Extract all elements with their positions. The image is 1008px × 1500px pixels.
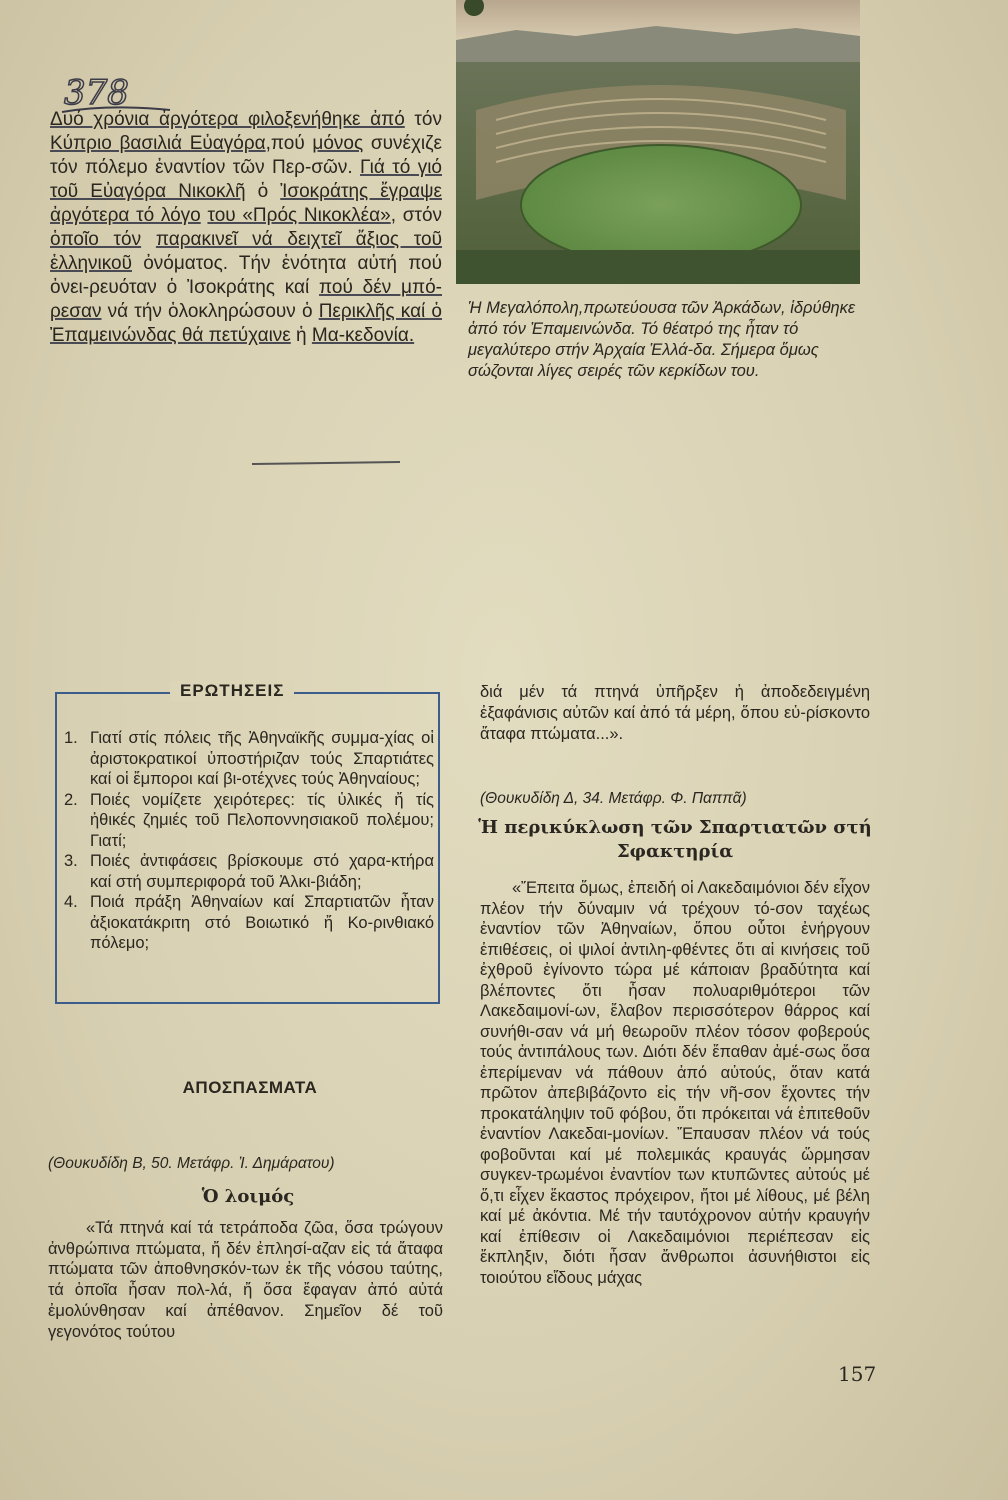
underlined-text: Μα-κεδονία.: [311, 325, 415, 346]
paragraph-text: ὁ: [245, 181, 281, 202]
question-item: 2. Ποιές νομίζετε χειρότερες: τίς ὑλικές ἤ τίς ἠθικές ζημιές τοῦ Πελοποννησιακοῦ πολέμου; Γιατί;: [64, 790, 434, 850]
underlined-text: Κύπριο βασιλιά Εὐαγόρα: [50, 133, 266, 154]
paragraph-text: ὀνόματος. Τήν ἑνότητα αὐτή πού ὀνει-ρευόταν ὁ Ἰσοκράτης καί: [50, 253, 442, 298]
underlined-text: του «Πρός Νικοκλέα»: [207, 205, 391, 226]
excerpt2-text: «Ἔπειτα ὅμως, ἐπειδή οἱ Λακεδαιμόνιοι δέν εἶχον πλέον τήν δύναμιν νά τρέχουν τό-σον ταχέως ἐναντίον τῶν Ἀθηναίων, ὅπου οὗτοι ἐνήργουν ἐπιθέσεις, οἱ ψιλοί ἀντιλη-φθέντες ὅτι αἱ κινήσεις τοῦ ἐχθροῦ ἐγίνοντο τώρα μέ κάποιαν βραδύτητα καί βλέποντες ὅτι ἦσαν πολυαριθμότεροι τῶν Λακεδαιμονί-ων, ἔλαβον περισσότερον θάρρος καί συνήθι-σαν νά μή θεωροῦν πλέον τόσον φοβερούς τούς ἀντιπάλους των. Διότι δέν ἔπαθαν ἀμέ-σως ὅσα ἐπερίμεναν νά πάθουν ἀπό αὐτούς, ὅταν κατά πρῶτον ἀπεβιβάζοντο εἰς τήν νῆ-σον ἔχοντες τήν προκατάληψιν τοῦ φόβου, ὅτι πρόκειται νά ἐπιτεθοῦν ἐναντίον Λακεδαι-μονίων. Ἔπαυσαν πλέον νά τούς φοβοῦνται καί μέ πολεμικάς κραυγάς ὥρμησαν συγκεν-τρωμένοι ἐναντίον των κτυπῶντες αὐτούς μέ ὅ,τι εἶχεν ἕκαστος πρόχειρον, ἤτοι μέ λίθους, μέ βέλη καί μέ ἀκόντια. Μέ τήν ταυτόχρονον αὐτήν κραυγήν καί ἐπίθεσιν οἱ Λακεδαιμόνιοι περιέπεσαν εἰς ἔκπληξιν, διότι ἦσαν ἄνθρωποι ἀσυνήθιστοι εἰς τοιούτου εἴδους μάχας: [480, 879, 870, 1287]
separator-line: [250, 458, 410, 468]
handwritten-note-text: 378: [64, 73, 129, 113]
excerpt2-source: (Θουκυδίδη Δ, 34. Μετάφρ. Φ. Παππᾶ): [480, 790, 747, 807]
intro-paragraph: [50, 108, 442, 348]
underlined-text: Γιά τό γιό τοῦ Εὐαγόρα Νικοκλῆ: [50, 157, 442, 202]
questions-list: [64, 728, 434, 954]
underlined-text: Περικλῆς καί ὁ Ἐπαμεινώνδας θά πετύχαινε: [50, 301, 442, 346]
paragraph-text: ἡ: [290, 325, 312, 346]
question-item: 1. Γιατί στίς πόλεις τῆς Ἀθηναϊκῆς συμμα-χίας οἱ ἀριστοκρατικοί ὑποστήριζαν τούς Σπαρτιάτες καί οἱ ἔμποροι καί βι-οτέχνες τούς Ἀθηναίους;: [64, 729, 434, 788]
excerpts-title: ΑΠΟΣΠΑΣΜΑΤΑ: [182, 1078, 318, 1097]
question-item: 4. Ποιά πράξη Ἀθηναίων καί Σπαρτιατῶν ἦταν ἀξιοκατάκριτη στό Βοιωτικό ἤ Κο-ρινθιακό πόλεμο;: [64, 893, 434, 952]
underlined-text: Ἰσοκράτης ἔγραψε ἀργότερα τό λόγο: [50, 181, 442, 226]
paragraph-text: [141, 229, 156, 250]
paragraph-text: , στόν: [390, 205, 443, 226]
excerpt2-heading: Ἡ περικύκλωση τῶν Σπαρτιατῶν στή Σφακτηρία: [478, 817, 872, 862]
paragraph-text: συνέχιζε τόν πόλεμο ἐναντίον τῶν Περ-σῶν.: [50, 133, 442, 178]
underlined-text: Δυό χρόνια ἀργότερα φιλοξενήθηκε ἀπό: [50, 109, 405, 130]
excerpt1-continuation: διά μέν τά πτηνά ὑπῆρξεν ἡ ἀποδεδειγμένη ἐξαφάνισις αὐτῶν καί ἀπό τά μέρη, ὅπου εὑ-ρίσκοντο ἄταφα πτώματα...».: [480, 683, 870, 743]
excerpt1-text: «Τά πτηνά καί τά τετράποδα ζῶα, ὅσα τρώγουν ἀνθρώπινα πτώματα, ἤ δέν ἐπλησί-αζαν εἰς τά ἄταφα πτώματα τῶν ἀποθνησκόν-των ἐκ τῆς νόσου ταύτης, τά ὁποῖα ἦσαν πολ-λά, ἤ ὅσα ἔφαγαν ἀπό αὐτά ἐμολύνθησαν καί ἀπέθανον. Σημεῖον δέ τοῦ γεγονότος τούτου: [48, 1219, 443, 1341]
underlined-text: πού δέν μπό-ρεσαν: [50, 277, 442, 322]
photo-caption: Ἡ Μεγαλόπολη,πρωτεύουσα τῶν Ἀρκάδων, ἱδρύθηκε ἀπό τόν Ἐπαμεινώνδα. Τό θέατρό της ἦταν τό μεγαλύτερο στήν Ἀρχαία Ἑλλά-δα. Σήμερα ὅμως σώζονται λίγες σειρές τῶν κερκίδων του.: [468, 299, 856, 380]
underlined-text: μόνος: [312, 133, 364, 154]
questions-title: ΕΡΩΤΗΣΕΙΣ: [170, 681, 294, 701]
underlined-text: ὁποῖο τόν: [50, 229, 142, 250]
excerpt1-heading: Ὁ λοιμός: [201, 1186, 295, 1207]
megalopolis-theatre-photo: [456, 0, 860, 284]
theatre-photo-drawing: [456, 0, 860, 284]
question-item: 3. Ποιές ἀντιφάσεις βρίσκουμε στό χαρα-κτήρα καί στή συμπεριφορά τοῦ Ἀλκι-βιάδη;: [64, 852, 434, 891]
paragraph-text: νά τήν ὁλοκληρώσουν ὁ: [101, 301, 319, 322]
page-number: 157: [838, 1362, 877, 1386]
paragraph-text: τόν: [404, 109, 442, 130]
paragraph-text: ,πού: [265, 133, 313, 154]
underlined-text: παρακινεῖ νά δειχτεῖ ἄξιος τοῦ ἑλληνικοῦ: [50, 229, 442, 274]
excerpt1-source: (Θουκυδίδη Β, 50. Μετάφρ. Ἰ. Δημάρατου): [48, 1155, 335, 1172]
